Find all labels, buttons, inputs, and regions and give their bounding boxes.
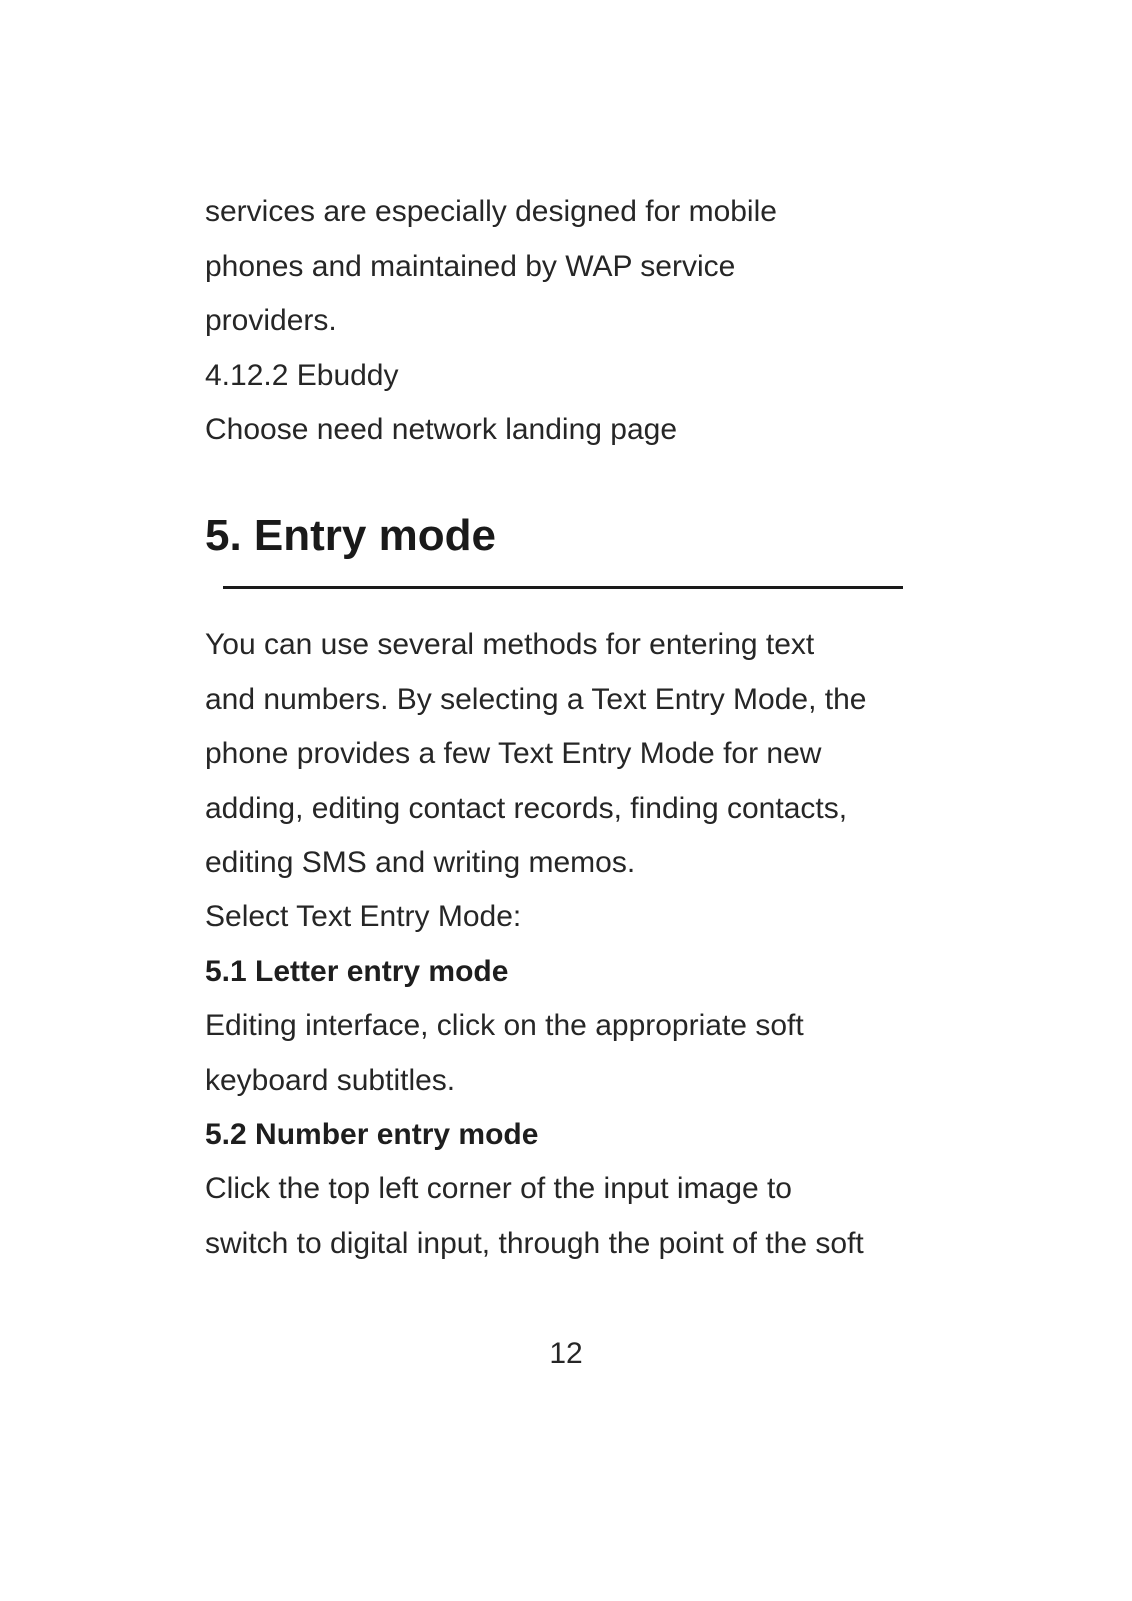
section-divider [223, 586, 903, 589]
body-line-6: Select Text Entry Mode: [205, 900, 522, 933]
subsection-number-title: 5.2 Number entry mode [205, 1118, 539, 1151]
body-line-5: editing SMS and writing memos. [205, 846, 636, 879]
intro-line-5: Choose need network landing page [205, 413, 678, 446]
number-line-1: Click the top left corner of the input image to [205, 1172, 792, 1205]
subsection-ebuddy-title: 4.12.2 Ebuddy [205, 359, 399, 392]
intro-line-2: phones and maintained by WAP service [205, 250, 736, 283]
body-line-4: adding, editing contact records, finding contacts, [205, 792, 848, 825]
letter-line-2: keyboard subtitles. [205, 1064, 456, 1097]
body-line-1: You can use several methods for entering text [205, 628, 815, 661]
subsection-letter-title: 5.1 Letter entry mode [205, 955, 509, 988]
body-line-3: phone provides a few Text Entry Mode for new [205, 737, 822, 770]
intro-line-1: services are especially designed for mobile [205, 195, 777, 228]
section-title: 5. Entry mode [205, 511, 496, 560]
intro-line-3: providers. [205, 304, 337, 337]
number-line-2: switch to digital input, through the point of the soft [205, 1227, 864, 1260]
letter-line-1: Editing interface, click on the appropriate soft [205, 1009, 804, 1042]
body-line-2: and numbers. By selecting a Text Entry Mode, the [205, 683, 867, 716]
page-number: 12 [549, 1337, 583, 1370]
